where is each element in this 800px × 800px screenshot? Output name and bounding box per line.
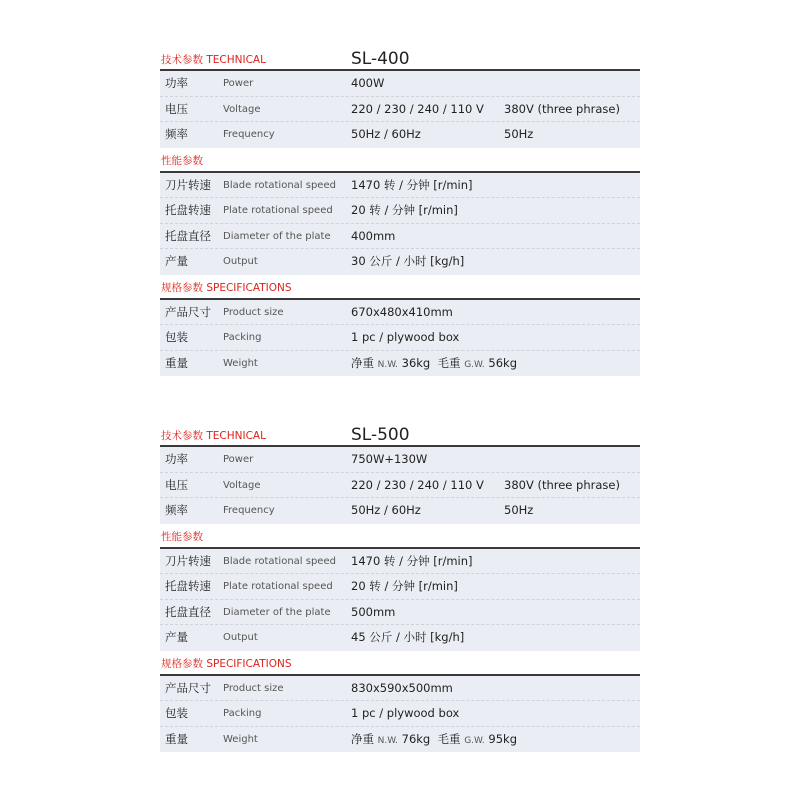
specifications-header: [160, 275, 640, 298]
param-cn: 频率: [165, 503, 188, 517]
table-row: [160, 300, 640, 326]
weight-row: [160, 727, 640, 753]
net-weight-label: 净重: [351, 731, 374, 746]
gross-weight-abbr: G.W.: [464, 735, 485, 746]
param-cn: 电压: [165, 101, 188, 116]
table-row: [160, 676, 640, 702]
spec-block-sl-400: [160, 44, 640, 376]
param-value-alt: 50Hz: [504, 127, 534, 141]
param-value: 30 公斤 / 小时 [kg/h]: [351, 254, 465, 268]
param-en: Weight: [223, 357, 258, 369]
param-en: Voltage: [223, 479, 261, 491]
table-row: [160, 574, 640, 600]
performance-section-title: 性能参数: [161, 154, 203, 167]
param-value: 400W: [351, 76, 385, 90]
param-cn: 托盘直径: [165, 604, 211, 619]
param-value: 500mm: [351, 604, 396, 619]
param-cn: 重量: [165, 731, 188, 746]
param-cn: 托盘直径: [165, 228, 211, 243]
param-value: 220 / 230 / 240 / 110 V: [351, 101, 484, 116]
weight-value: [351, 351, 517, 378]
specifications-section-title: 规格参数 SPECIFICATIONS: [161, 281, 292, 294]
technical-table: [160, 447, 640, 524]
performance-header: [160, 524, 640, 547]
param-cn: 重量: [165, 355, 188, 370]
param-cn: 电压: [165, 477, 188, 492]
specifications-table: [160, 300, 640, 377]
param-cn: 托盘转速: [165, 203, 211, 217]
param-en: Frequency: [223, 129, 275, 140]
param-cn: 刀片转速: [165, 177, 211, 192]
model-name: SL-500: [351, 425, 410, 445]
param-value: 670x480x410mm: [351, 304, 453, 319]
param-en: Product size: [223, 306, 284, 318]
param-en: Plate rotational speed: [223, 205, 333, 216]
weight-row: [160, 351, 640, 377]
technical-header: [160, 420, 640, 445]
param-value: 1 pc / plywood box: [351, 330, 460, 344]
param-value-alt: 380V (three phrase): [504, 477, 620, 492]
table-row: [160, 173, 640, 199]
param-cn: 功率: [165, 76, 188, 90]
technical-section-title: 技术参数 TECHNICAL: [161, 54, 266, 66]
param-en: Diameter of the plate: [223, 230, 331, 242]
param-en: Blade rotational speed: [223, 555, 336, 567]
spec-block-sl-500: [160, 420, 640, 752]
table-row: [160, 625, 640, 651]
param-value: 1470 转 / 分钟 [r/min]: [351, 553, 473, 568]
param-value: 1 pc / plywood box: [351, 706, 460, 720]
table-row: [160, 498, 640, 524]
gross-weight-abbr: G.W.: [464, 359, 485, 370]
param-en: Plate rotational speed: [223, 581, 333, 592]
param-value: 50Hz / 60Hz: [351, 503, 421, 517]
param-value-alt: 50Hz: [504, 503, 534, 517]
param-en: Diameter of the plate: [223, 606, 331, 618]
table-row: [160, 198, 640, 224]
param-en: Blade rotational speed: [223, 179, 336, 191]
param-en: Output: [223, 632, 258, 643]
param-cn: 产量: [165, 254, 188, 268]
param-en: Power: [223, 454, 254, 465]
table-row: [160, 549, 640, 575]
table-row: [160, 97, 640, 123]
specifications-table: [160, 676, 640, 753]
param-value: 20 转 / 分钟 [r/min]: [351, 203, 458, 217]
param-value: 1470 转 / 分钟 [r/min]: [351, 177, 473, 192]
technical-header: [160, 44, 640, 69]
table-row: [160, 473, 640, 499]
table-row: [160, 224, 640, 250]
model-name: SL-400: [351, 49, 410, 69]
net-weight-abbr: N.W.: [377, 359, 398, 370]
specifications-header: [160, 651, 640, 674]
param-en: Weight: [223, 733, 258, 745]
gross-weight-label: 毛重: [437, 731, 461, 746]
param-cn: 产量: [165, 630, 188, 644]
param-cn: 功率: [165, 452, 188, 466]
net-weight-value: 36kg: [401, 355, 431, 370]
technical-section-title: 技术参数 TECHNICAL: [161, 430, 266, 442]
performance-header: [160, 148, 640, 171]
net-weight-label: 净重: [351, 355, 374, 370]
net-weight-abbr: N.W.: [377, 735, 398, 746]
table-row: [160, 71, 640, 97]
weight-value: [351, 727, 517, 754]
param-en: Product size: [223, 682, 284, 694]
gross-weight-value: 56kg: [488, 355, 518, 370]
param-value: 750W+130W: [351, 452, 428, 466]
param-en: Packing: [223, 708, 262, 719]
param-cn: 产品尺寸: [165, 304, 211, 319]
param-en: Voltage: [223, 103, 261, 115]
table-row: [160, 122, 640, 148]
table-row: [160, 447, 640, 473]
param-value: 50Hz / 60Hz: [351, 127, 421, 141]
performance-table: [160, 549, 640, 651]
param-value: 20 转 / 分钟 [r/min]: [351, 579, 458, 593]
param-value: 45 公斤 / 小时 [kg/h]: [351, 630, 465, 644]
gross-weight-label: 毛重: [437, 355, 461, 370]
param-value: 400mm: [351, 228, 396, 243]
gross-weight-value: 95kg: [488, 731, 518, 746]
param-cn: 频率: [165, 127, 188, 141]
param-cn: 产品尺寸: [165, 680, 211, 695]
specifications-section-title: 规格参数 SPECIFICATIONS: [161, 657, 292, 670]
param-cn: 刀片转速: [165, 553, 211, 568]
net-weight-value: 76kg: [401, 731, 431, 746]
table-row: [160, 600, 640, 626]
performance-section-title: 性能参数: [161, 530, 203, 543]
param-cn: 托盘转速: [165, 579, 211, 593]
param-en: Power: [223, 78, 254, 89]
param-en: Frequency: [223, 505, 275, 516]
table-row: [160, 701, 640, 727]
param-value: 220 / 230 / 240 / 110 V: [351, 477, 484, 492]
technical-table: [160, 71, 640, 148]
table-row: [160, 325, 640, 351]
param-en: Packing: [223, 332, 262, 343]
performance-table: [160, 173, 640, 275]
param-value-alt: 380V (three phrase): [504, 101, 620, 116]
param-value: 830x590x500mm: [351, 680, 453, 695]
param-cn: 包装: [165, 330, 188, 344]
table-row: [160, 249, 640, 275]
param-cn: 包装: [165, 706, 188, 720]
param-en: Output: [223, 256, 258, 267]
